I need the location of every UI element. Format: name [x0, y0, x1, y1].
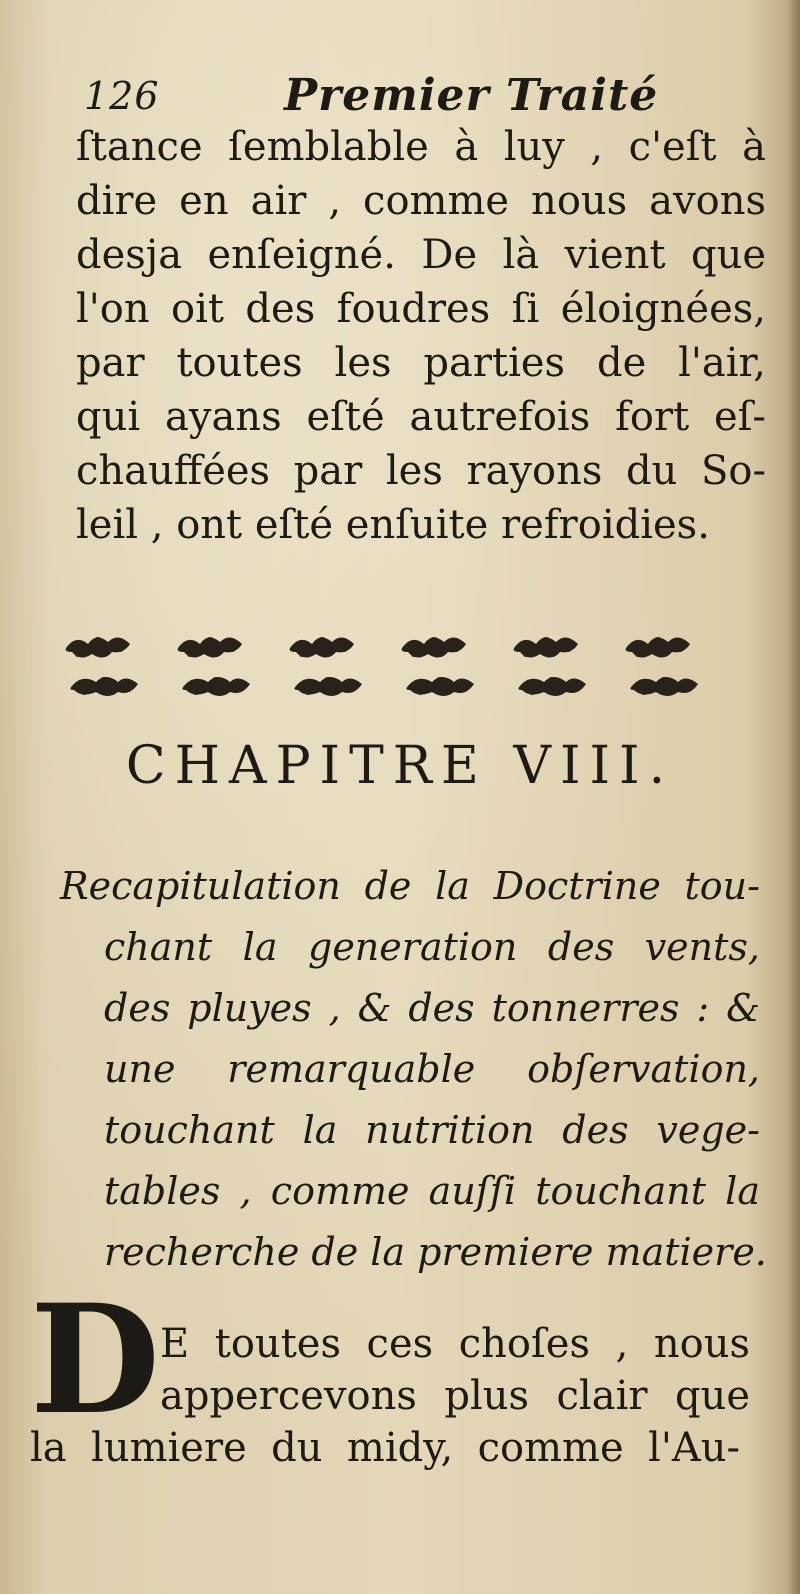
page-header [84, 66, 704, 126]
page-number: 126 [84, 74, 160, 118]
text-line: l'on oit des foudres ſi éloignées, [76, 286, 766, 332]
chapter-summary [60, 856, 767, 1283]
text-line: appercevons plus clair que [160, 1373, 750, 1419]
summary-line: recherche de la premiere matiere. [104, 1230, 767, 1274]
text-line: la lumiere du midy, comme l'Au- [30, 1425, 740, 1471]
text-line: par toutes les parties de l'air, [76, 340, 766, 386]
opening-paragraph [30, 1272, 750, 1500]
body-paragraph [76, 120, 766, 552]
text-line: dire en air , comme nous avons [76, 178, 766, 224]
summary-line: touchant la nutrition des vege- [104, 1108, 760, 1152]
text-line: E toutes ces choſes , nous [160, 1321, 750, 1367]
text-line: desja enſeigné. De là vient que [76, 232, 766, 278]
text-line: leil , ont eſté enſuite refroidies. [76, 502, 710, 548]
text-line: chauffées par les rayons du So- [76, 448, 766, 494]
decorative-headpiece-ornament [58, 628, 748, 710]
summary-line: une remarquable obſervation, [104, 1047, 760, 1091]
summary-line: Recapitulation de la Doctrine tou- [60, 864, 760, 908]
ornament-band-icon [58, 628, 748, 710]
text-line: qui ayans eſté autrefois fort eſ- [76, 394, 766, 440]
summary-line: des pluyes , & des tonnerres : & [104, 986, 760, 1030]
summary-line: tables , comme auſſi touchant la [104, 1169, 760, 1213]
text-line: ſtance ſemblable à luy , c'eſt à [76, 124, 766, 170]
chapter-heading: CHAPITRE VIII. [125, 736, 675, 796]
page-edge-shadow [786, 0, 800, 1594]
running-title: Premier Traité [284, 70, 659, 121]
drop-cap-initial: D [30, 1272, 161, 1448]
summary-line: chant la generation des vents, [104, 925, 760, 969]
